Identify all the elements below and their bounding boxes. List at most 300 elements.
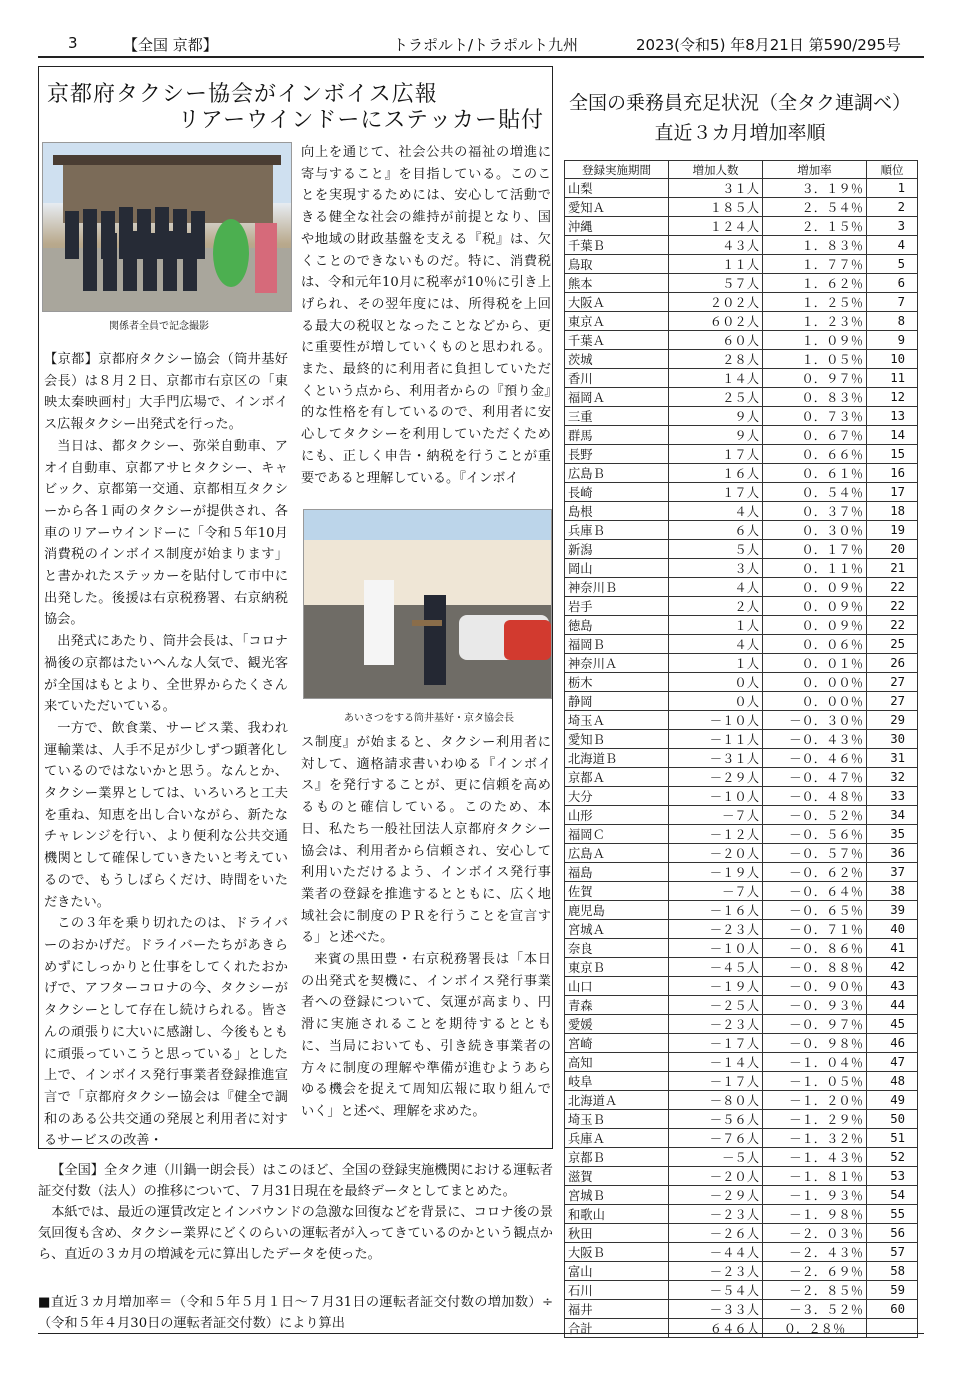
- table-row: [565, 1243, 918, 1262]
- table-cell: ０．６６％: [763, 445, 867, 464]
- table-cell: －１９人: [669, 863, 763, 882]
- table-cell: －０．９８％: [763, 1034, 867, 1053]
- table-cell: 4: [867, 236, 918, 255]
- table-row: [565, 540, 918, 559]
- table-row: [565, 692, 918, 711]
- table-row: [565, 255, 918, 274]
- table-row: [565, 730, 918, 749]
- table-row: [565, 293, 918, 312]
- kyoto-article: [38, 66, 553, 1149]
- table-row: [565, 483, 918, 502]
- table-row: [565, 331, 918, 350]
- table-header-row: [565, 161, 918, 179]
- table-row: [565, 464, 918, 483]
- table-cell: ９人: [669, 407, 763, 426]
- table-cell: －４５人: [669, 958, 763, 977]
- table-cell: 兵庫Ａ: [565, 1129, 669, 1148]
- table-cell: 和歌山: [565, 1205, 669, 1224]
- table-cell: １．０９％: [763, 331, 867, 350]
- table-cell: 香川: [565, 369, 669, 388]
- table-cell: －１９人: [669, 977, 763, 996]
- table-row: [565, 578, 918, 597]
- table-cell: 29: [867, 711, 918, 730]
- table-cell: 埼玉Ｂ: [565, 1110, 669, 1129]
- paragraph: 【京都】京都府タクシー協会（筒井基好会長）は８月２日、京都市右京区の「東映太秦映画村」大手門広場で、インボイス広報タクシー出発式を行った。: [44, 352, 288, 433]
- table-cell: 52: [867, 1148, 918, 1167]
- table-cell: 54: [867, 1186, 918, 1205]
- table-row: [565, 825, 918, 844]
- table-cell: －２３人: [669, 1262, 763, 1281]
- table-row: [565, 1015, 918, 1034]
- table-cell: 2: [867, 198, 918, 217]
- paragraph: 【全国】全タク連（川鍋一朗会長）はこのほど、全国の登録実施機関における運転者証交付数（法人）の推移について、７月31日現在を最終データとしてまとめた。: [38, 1163, 553, 1199]
- table-cell: 兵庫Ｂ: [565, 521, 669, 540]
- table-title: 全国の乗務員充足状況（全タク連調べ）: [568, 92, 911, 114]
- table-cell: －１．２０％: [763, 1091, 867, 1110]
- table-cell: 徳島: [565, 616, 669, 635]
- table-cell: １．７７％: [763, 255, 867, 274]
- table-cell: －２３人: [669, 1015, 763, 1034]
- table-cell: 39: [867, 901, 918, 920]
- table-cell: ２．５４％: [763, 198, 867, 217]
- table-cell: １．２５％: [763, 293, 867, 312]
- table-cell: 46: [867, 1034, 918, 1053]
- table-row: [565, 445, 918, 464]
- table-cell: －０．８８％: [763, 958, 867, 977]
- table-row: [565, 787, 918, 806]
- table-cell: ０．００％: [763, 673, 867, 692]
- table-cell: 福岡Ａ: [565, 388, 669, 407]
- table-cell: 埼玉Ａ: [565, 711, 669, 730]
- table-cell: 福島: [565, 863, 669, 882]
- table-cell: 59: [867, 1281, 918, 1300]
- table-cell: －１．３２％: [763, 1129, 867, 1148]
- table-row: [565, 844, 918, 863]
- table-cell: 17: [867, 483, 918, 502]
- table-cell: ６０２人: [669, 312, 763, 331]
- table-cell: 茨城: [565, 350, 669, 369]
- table-total-row: [565, 1319, 918, 1338]
- table-cell: 千葉Ａ: [565, 331, 669, 350]
- table-cell: 熊本: [565, 274, 669, 293]
- table-cell: 18: [867, 502, 918, 521]
- table-row: [565, 426, 918, 445]
- table-cell: 44: [867, 996, 918, 1015]
- table-cell: 34: [867, 806, 918, 825]
- table-cell: －２．６９％: [763, 1262, 867, 1281]
- table-cell: 8: [867, 312, 918, 331]
- table-cell: 京都Ａ: [565, 768, 669, 787]
- driver-increase-table: [564, 160, 918, 1338]
- table-cell: 21: [867, 559, 918, 578]
- table-cell: 長野: [565, 445, 669, 464]
- table-cell: 26: [867, 654, 918, 673]
- table-cell: －２６人: [669, 1224, 763, 1243]
- total-cell: 合計: [565, 1319, 669, 1338]
- table-cell: －１．４３％: [763, 1148, 867, 1167]
- table-cell: 6: [867, 274, 918, 293]
- paragraph: 本紙では、最近の運賃改定とインバウンドの急激な回復などを背景に、コロナ後の景気回復も含め、タクシー業界にどくのらいの運転者が入ってきているのかという観点から、直近の３カ月の増減を元に算出したデータを使った。: [38, 1205, 553, 1262]
- table-cell: －２０人: [669, 1167, 763, 1186]
- table-cell: －１７人: [669, 1072, 763, 1091]
- paragraph: 来賓の黒田豊・右京税務署長は「本日の出発式を契機に、インボイス発行事業者への登録について、気運が高まり、円滑に実施されることを期待するとともに、当局においても、引き続き事業者の方々に制度の理解や準備が進むようあらゆる機会を捉えて周知広報に取り組んでいく」と述べ、理解を求めた。: [301, 952, 551, 1119]
- table-cell: －０．８６％: [763, 939, 867, 958]
- table-row: [565, 1262, 918, 1281]
- table-cell: １７人: [669, 445, 763, 464]
- table-row: [565, 882, 918, 901]
- table-cell: 1: [867, 179, 918, 198]
- table-cell: 22: [867, 578, 918, 597]
- formula-note: ■直近３カ月増加率＝（令和５年５月１日～７月31日の運転者証交付数の増加数）÷（令和５年４月30日の運転者証交付数）により算出: [38, 1295, 553, 1331]
- table-cell: １人: [669, 616, 763, 635]
- table-cell: １７人: [669, 483, 763, 502]
- total-cell: ６４６人: [669, 1319, 763, 1338]
- table-cell: ２人: [669, 597, 763, 616]
- table-row: [565, 1053, 918, 1072]
- table-cell: ０人: [669, 673, 763, 692]
- table-cell: ４人: [669, 502, 763, 521]
- table-cell: －５６人: [669, 1110, 763, 1129]
- table-cell: １．２３％: [763, 312, 867, 331]
- table-cell: 宮城Ａ: [565, 920, 669, 939]
- table-cell: －３３人: [669, 1300, 763, 1319]
- table-cell: －３．５２％: [763, 1300, 867, 1319]
- table-cell: ０．３７％: [763, 502, 867, 521]
- table-cell: 山口: [565, 977, 669, 996]
- table-cell: －１０人: [669, 711, 763, 730]
- table-cell: －１７人: [669, 1034, 763, 1053]
- table-cell: ３人: [669, 559, 763, 578]
- table-row: [565, 198, 918, 217]
- table-cell: １．０５％: [763, 350, 867, 369]
- table-cell: －０．６２％: [763, 863, 867, 882]
- table-cell: 27: [867, 673, 918, 692]
- table-row: [565, 958, 918, 977]
- table-cell: －０．５７％: [763, 844, 867, 863]
- table-row: [565, 635, 918, 654]
- table-cell: 50: [867, 1110, 918, 1129]
- paragraph: 一方で、飲食業、サービス業、我われ運輸業は、人手不足が少しずつ顕著化しているのではないかと思う。なんとか、タクシー業界としては、いろいろと工夫を重ね、知恵を出し合いながら、新たなチャレンジを行い、より便利な公共交通機関として確保していきたいと考えているので、もうしばらくだけ、時間をいただきたい。: [44, 720, 288, 910]
- table-cell: 神奈川Ｂ: [565, 578, 669, 597]
- table-cell: １人: [669, 654, 763, 673]
- table-cell: ５人: [669, 540, 763, 559]
- table-cell: －０．５２％: [763, 806, 867, 825]
- table-cell: 大分: [565, 787, 669, 806]
- table-cell: 佐賀: [565, 882, 669, 901]
- table-row: [565, 350, 918, 369]
- table-cell: 60: [867, 1300, 918, 1319]
- table-cell: －０．６５％: [763, 901, 867, 920]
- table-cell: 岡山: [565, 559, 669, 578]
- table-cell: 57: [867, 1243, 918, 1262]
- table-cell: 青森: [565, 996, 669, 1015]
- table-cell: －５人: [669, 1148, 763, 1167]
- table-cell: －３１人: [669, 749, 763, 768]
- table-row: [565, 312, 918, 331]
- table-cell: 福岡Ｂ: [565, 635, 669, 654]
- table-cell: ５７人: [669, 274, 763, 293]
- paragraph: 当日は、都タクシー、弥栄自動車、アオイ自動車、京都アサヒタクシー、キャビック、京都第一交通、京都相互タクシーから各１両のタクシーが提供され、各車のリアーウインドーに「令和５年10月 消費税のインボイス制度が始まります」と書かれたステッカーを貼付して市中に出発した。後援は右京税務署、右京納税協会。: [44, 438, 302, 628]
- speech-photo: [303, 509, 552, 699]
- table-cell: ０．６１％: [763, 464, 867, 483]
- table-cell: －２．４３％: [763, 1243, 867, 1262]
- table-row: [565, 654, 918, 673]
- table-cell: 宮城Ｂ: [565, 1186, 669, 1205]
- table-cell: 岩手: [565, 597, 669, 616]
- table-cell: －２５人: [669, 996, 763, 1015]
- table-cell: 22: [867, 616, 918, 635]
- publication-name: トラポルト/トラポルト九州: [393, 36, 579, 54]
- table-row: [565, 977, 918, 996]
- table-row: [565, 1129, 918, 1148]
- table-cell: ４人: [669, 578, 763, 597]
- total-cell: [867, 1319, 918, 1338]
- table-cell: ０．３０％: [763, 521, 867, 540]
- table-cell: 山梨: [565, 179, 669, 198]
- table-cell: －２３人: [669, 920, 763, 939]
- table-cell: 30: [867, 730, 918, 749]
- table-cell: －１０人: [669, 787, 763, 806]
- table-cell: ４人: [669, 635, 763, 654]
- table-cell: ３．１９％: [763, 179, 867, 198]
- table-cell: ６０人: [669, 331, 763, 350]
- table-cell: 鳥取: [565, 255, 669, 274]
- table-cell: 秋田: [565, 1224, 669, 1243]
- table-row: [565, 1091, 918, 1110]
- column-header: 順位: [867, 161, 918, 179]
- table-cell: 新潟: [565, 540, 669, 559]
- table-cell: 48: [867, 1072, 918, 1091]
- table-cell: １６人: [669, 464, 763, 483]
- table-cell: 東京Ｂ: [565, 958, 669, 977]
- table-cell: －１．０５％: [763, 1072, 867, 1091]
- table-cell: 石川: [565, 1281, 669, 1300]
- table-cell: ０．０９％: [763, 616, 867, 635]
- table-cell: 群馬: [565, 426, 669, 445]
- total-cell: ０．２８％: [763, 1319, 867, 1338]
- table-row: [565, 502, 918, 521]
- table-row: [565, 1205, 918, 1224]
- photo1-caption: 関係者全員で記念撮影: [109, 321, 209, 332]
- table-cell: 58: [867, 1262, 918, 1281]
- table-cell: 宮崎: [565, 1034, 669, 1053]
- table-cell: ０人: [669, 692, 763, 711]
- table-row: [565, 1034, 918, 1053]
- table-cell: ０．０９％: [763, 578, 867, 597]
- table-row: [565, 407, 918, 426]
- table-cell: １２４人: [669, 217, 763, 236]
- table-cell: ２８人: [669, 350, 763, 369]
- table-cell: －１４人: [669, 1053, 763, 1072]
- table-cell: －０．４７％: [763, 768, 867, 787]
- table-cell: －０．９３％: [763, 996, 867, 1015]
- table-cell: －１．２９％: [763, 1110, 867, 1129]
- table-row: [565, 388, 918, 407]
- table-cell: －１１人: [669, 730, 763, 749]
- table-cell: 愛媛: [565, 1015, 669, 1034]
- table-cell: ４３人: [669, 236, 763, 255]
- table-cell: 31: [867, 749, 918, 768]
- table-cell: 東京Ａ: [565, 312, 669, 331]
- table-cell: 9: [867, 331, 918, 350]
- table-cell: 3: [867, 217, 918, 236]
- table-cell: －０．５６％: [763, 825, 867, 844]
- table-cell: ２０２人: [669, 293, 763, 312]
- table-cell: 福井: [565, 1300, 669, 1319]
- table-cell: 愛知Ａ: [565, 198, 669, 217]
- table-cell: 愛知Ｂ: [565, 730, 669, 749]
- table-row: [565, 711, 918, 730]
- table-cell: １８５人: [669, 198, 763, 217]
- article-column-2-bottom: [301, 732, 551, 1123]
- table-row: [565, 901, 918, 920]
- paragraph: 向上を通じて、社会公共の福祉の増進に寄与すること』を目指している。このことを実現するためには、安心して活動できる健全な社会の維持が前提となり、国や地域の財政基盤を支える『税』は、欠くことのできないものだ。特に、消費税は、令和元年10月に税率が10％に引き上げられ、その翌年度には、所得税を上回る最大の税収となったことなどから、更に重要性が増していくものと思われる。また、最終的に利用者に負担していただくという点から、利用者からの『預り金』的な性格を有しているので、利用者に安心してタクシーを利用していただくためにも、正しく申告・納税を行うことが重要であると理解している。『インボイ: [301, 145, 551, 486]
- table-cell: －２０人: [669, 844, 763, 863]
- table-cell: 40: [867, 920, 918, 939]
- table-cell: 43: [867, 977, 918, 996]
- table-cell: －１．８１％: [763, 1167, 867, 1186]
- paragraph: 出発式にあたり、筒井会長は、「コロナ禍後の京都はたいへんな人気で、観光客が全国はもとより、全世界からたくさん来ていただいている。: [44, 634, 288, 715]
- table-cell: －０．３０％: [763, 711, 867, 730]
- table-cell: －１．９３％: [763, 1186, 867, 1205]
- column-header: 増加率: [763, 161, 867, 179]
- paragraph: この３年を乗り切れたのは、ドライバーのおかげだ。ドライバーたちがあきらめずにしっかりと仕事をしてくれたおかげで、アフターコロナの今、タクシーがタクシーとして存在し続けられる。皆さんの頑張りに大いに感謝し、今後もともに頑張っていこうと思っている」とした上で、インボイス発行事業者登録推進宣言で「京都府タクシー協会は『健全で調和のある公共交通の発展と利用者に対するサービスの改善・: [44, 916, 288, 1149]
- table-cell: －２３人: [669, 1205, 763, 1224]
- table-row: [565, 236, 918, 255]
- table-cell: 高知: [565, 1053, 669, 1072]
- column-header: 登録実施期間: [565, 161, 669, 179]
- table-cell: 10: [867, 350, 918, 369]
- table-cell: －１０人: [669, 939, 763, 958]
- table-cell: 49: [867, 1091, 918, 1110]
- table-cell: －０．４３％: [763, 730, 867, 749]
- table-cell: 京都Ｂ: [565, 1148, 669, 1167]
- table-cell: －２．８５％: [763, 1281, 867, 1300]
- header-rule: [38, 56, 924, 58]
- table-cell: 33: [867, 787, 918, 806]
- table-cell: １．６２％: [763, 274, 867, 293]
- table-row: [565, 996, 918, 1015]
- table-cell: 千葉Ｂ: [565, 236, 669, 255]
- table-cell: 45: [867, 1015, 918, 1034]
- table-cell: 静岡: [565, 692, 669, 711]
- table-cell: 37: [867, 863, 918, 882]
- table-row: [565, 1300, 918, 1319]
- table-cell: ０．００％: [763, 692, 867, 711]
- table-row: [565, 920, 918, 939]
- table-cell: 27: [867, 692, 918, 711]
- table-cell: 栃木: [565, 673, 669, 692]
- table-cell: －４４人: [669, 1243, 763, 1262]
- table-cell: －７人: [669, 882, 763, 901]
- table-cell: １４人: [669, 369, 763, 388]
- table-cell: 13: [867, 407, 918, 426]
- table-row: [565, 1110, 918, 1129]
- table-cell: 22: [867, 597, 918, 616]
- table-cell: ３１人: [669, 179, 763, 198]
- table-cell: ０．０９％: [763, 597, 867, 616]
- table-cell: ０．５４％: [763, 483, 867, 502]
- table-cell: －０．９０％: [763, 977, 867, 996]
- table-row: [565, 1072, 918, 1091]
- table-cell: ０．８３％: [763, 388, 867, 407]
- table-cell: －７人: [669, 806, 763, 825]
- table-cell: 福岡Ｃ: [565, 825, 669, 844]
- table-row: [565, 521, 918, 540]
- table-cell: ９人: [669, 426, 763, 445]
- table-row: [565, 1224, 918, 1243]
- table-row: [565, 217, 918, 236]
- table-cell: －０．９７％: [763, 1015, 867, 1034]
- table-row: [565, 1186, 918, 1205]
- section-label: 【全国 京都】: [123, 36, 218, 54]
- table-cell: 32: [867, 768, 918, 787]
- table-cell: 38: [867, 882, 918, 901]
- table-cell: 14: [867, 426, 918, 445]
- headline-line-2: リアーウインドーにステッカー貼付: [177, 108, 544, 133]
- table-cell: 53: [867, 1167, 918, 1186]
- table-cell: ０．１１％: [763, 559, 867, 578]
- table-cell: 20: [867, 540, 918, 559]
- table-row: [565, 179, 918, 198]
- table-row: [565, 863, 918, 882]
- table-cell: －０．４６％: [763, 749, 867, 768]
- table-cell: ０．０６％: [763, 635, 867, 654]
- table-row: [565, 1148, 918, 1167]
- table-cell: 広島Ａ: [565, 844, 669, 863]
- table-cell: －２９人: [669, 768, 763, 787]
- table-cell: 15: [867, 445, 918, 464]
- table-cell: －５４人: [669, 1281, 763, 1300]
- group-photo: [42, 142, 292, 312]
- table-cell: 三重: [565, 407, 669, 426]
- table-cell: 島根: [565, 502, 669, 521]
- table-row: [565, 559, 918, 578]
- issue-date: 2023(令和5) 年8月21日 第590/295号: [636, 36, 901, 54]
- table-subtitle: 直近３カ月増加率順: [654, 122, 826, 144]
- paragraph: ス制度』が始まると、タクシー利用者に対して、適格請求書いわゆる『インボイス』を発行することが、更に信頼を高めるものと確信している。このため、本日、私たち一般社団法人京都府タクシー協会は、利用者から信頼され、安心して利用いただけるよう、インボイス発行事業者の登録を推進するとともに、広く地域社会に制度のＰＲを行うことを宣言する」と述べた。: [301, 735, 551, 946]
- table-cell: 16: [867, 464, 918, 483]
- table-cell: 19: [867, 521, 918, 540]
- table-cell: １．８３％: [763, 236, 867, 255]
- table-cell: ０．７３％: [763, 407, 867, 426]
- headline-line-1: 京都府タクシー協会がインボイス広報: [47, 82, 438, 107]
- table-cell: 47: [867, 1053, 918, 1072]
- table-row: [565, 597, 918, 616]
- table-cell: －８０人: [669, 1091, 763, 1110]
- table-row: [565, 369, 918, 388]
- footer-rule: [38, 1333, 924, 1334]
- table-cell: －１６人: [669, 901, 763, 920]
- table-cell: ０．０１％: [763, 654, 867, 673]
- table-cell: ０．１７％: [763, 540, 867, 559]
- table-row: [565, 673, 918, 692]
- table-cell: 鹿児島: [565, 901, 669, 920]
- table-cell: 北海道Ａ: [565, 1091, 669, 1110]
- table-cell: 51: [867, 1129, 918, 1148]
- table-cell: 長崎: [565, 483, 669, 502]
- column-header: 増加人数: [669, 161, 763, 179]
- table-cell: －０．６４％: [763, 882, 867, 901]
- table-cell: 広島Ｂ: [565, 464, 669, 483]
- table-cell: 56: [867, 1224, 918, 1243]
- table-cell: 12: [867, 388, 918, 407]
- table-cell: ２．１５％: [763, 217, 867, 236]
- table-row: [565, 274, 918, 293]
- table-row: [565, 749, 918, 768]
- table-row: [565, 768, 918, 787]
- table-row: [565, 616, 918, 635]
